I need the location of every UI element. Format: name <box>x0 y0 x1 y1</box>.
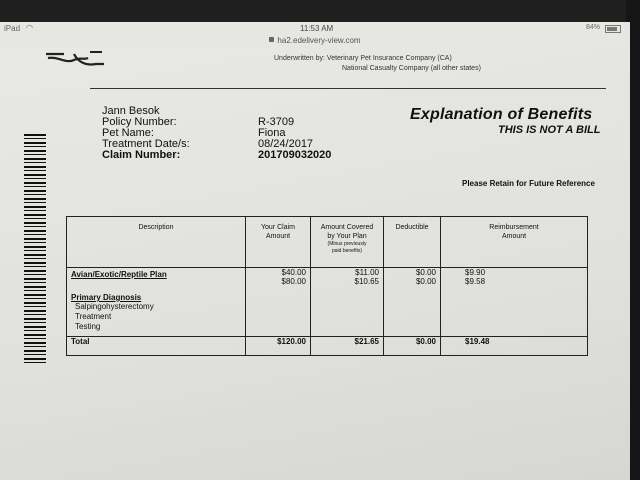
total-reimbursement: $19.48 <box>441 337 588 356</box>
underwriter-info <box>274 54 481 74</box>
policy-number: R-3709 <box>258 116 295 128</box>
header-claim-amount: Your Claim Amount <box>246 217 311 268</box>
line-item-desc: Treatment <box>75 312 112 321</box>
ipad-screen <box>0 22 630 480</box>
reimbursement-cell: $9.90 $9.58 <box>441 268 588 337</box>
deductible-cell: $0.00 $0.00 <box>384 268 441 337</box>
wifi-icon: ◠ <box>26 23 33 32</box>
header-deductible: Deductible <box>384 217 441 268</box>
diagnosis-name: Salpingohysterectomy <box>75 302 154 311</box>
plan-name: Avian/Exotic/Reptile Plan <box>71 270 167 279</box>
patient-name: Jann Besok <box>102 105 160 117</box>
diagnosis-label: Primary Diagnosis <box>71 293 142 302</box>
header-divider <box>90 88 606 89</box>
retain-notice: Please Retain for Future Reference <box>462 179 595 188</box>
header-reimbursement: Reimbursement Amount <box>441 217 588 268</box>
total-row <box>67 337 588 356</box>
claim-table <box>66 216 588 356</box>
total-claim: $120.00 <box>246 337 311 356</box>
document-title: Explanation of Benefits <box>410 106 593 123</box>
description-cell <box>67 268 246 337</box>
table-row <box>67 268 588 337</box>
covered-amount-cell: $11.00 $10.65 <box>311 268 384 337</box>
company-logo-icon <box>44 50 108 68</box>
battery-icon <box>605 25 621 33</box>
patient-info <box>102 105 332 161</box>
address-bar[interactable] <box>0 36 630 48</box>
total-deductible: $0.00 <box>384 337 441 356</box>
header-amount-covered: Amount Covered by Your Plan (Minus previously paid benefits) <box>311 217 384 268</box>
pet-label: Pet Name: <box>102 127 154 139</box>
barcode <box>24 134 46 366</box>
underwriter-line: National Casualty Company (all other states) <box>342 65 481 72</box>
claim-number: 201709032020 <box>258 149 332 161</box>
pet-name: Fiona <box>258 127 286 139</box>
carrier-label: iPad <box>4 24 21 33</box>
status-time: 11:53 AM <box>300 24 334 33</box>
not-a-bill-notice: THIS IS NOT A BILL <box>498 124 601 136</box>
eob-document <box>0 48 630 480</box>
url-text: ha2.edelivery-view.com <box>277 36 361 45</box>
total-covered: $21.65 <box>311 337 384 356</box>
treatment-date: 08/24/2017 <box>258 138 314 150</box>
claim-label: Claim Number: <box>102 149 181 161</box>
date-label: Treatment Date/s: <box>102 138 190 150</box>
claim-amount-cell: $40.00 $80.00 <box>246 268 311 337</box>
battery-percent: 84% <box>586 24 601 31</box>
underwriter-line: Underwritten by: Veterinary Pet Insurance Company (CA) <box>274 55 452 62</box>
policy-label: Policy Number: <box>102 116 177 128</box>
total-label: Total <box>67 337 246 356</box>
table-header-row <box>67 217 588 268</box>
lock-icon <box>269 37 274 42</box>
header-description: Description <box>67 217 246 268</box>
line-item-desc: Testing <box>75 322 101 331</box>
status-bar <box>0 22 630 36</box>
